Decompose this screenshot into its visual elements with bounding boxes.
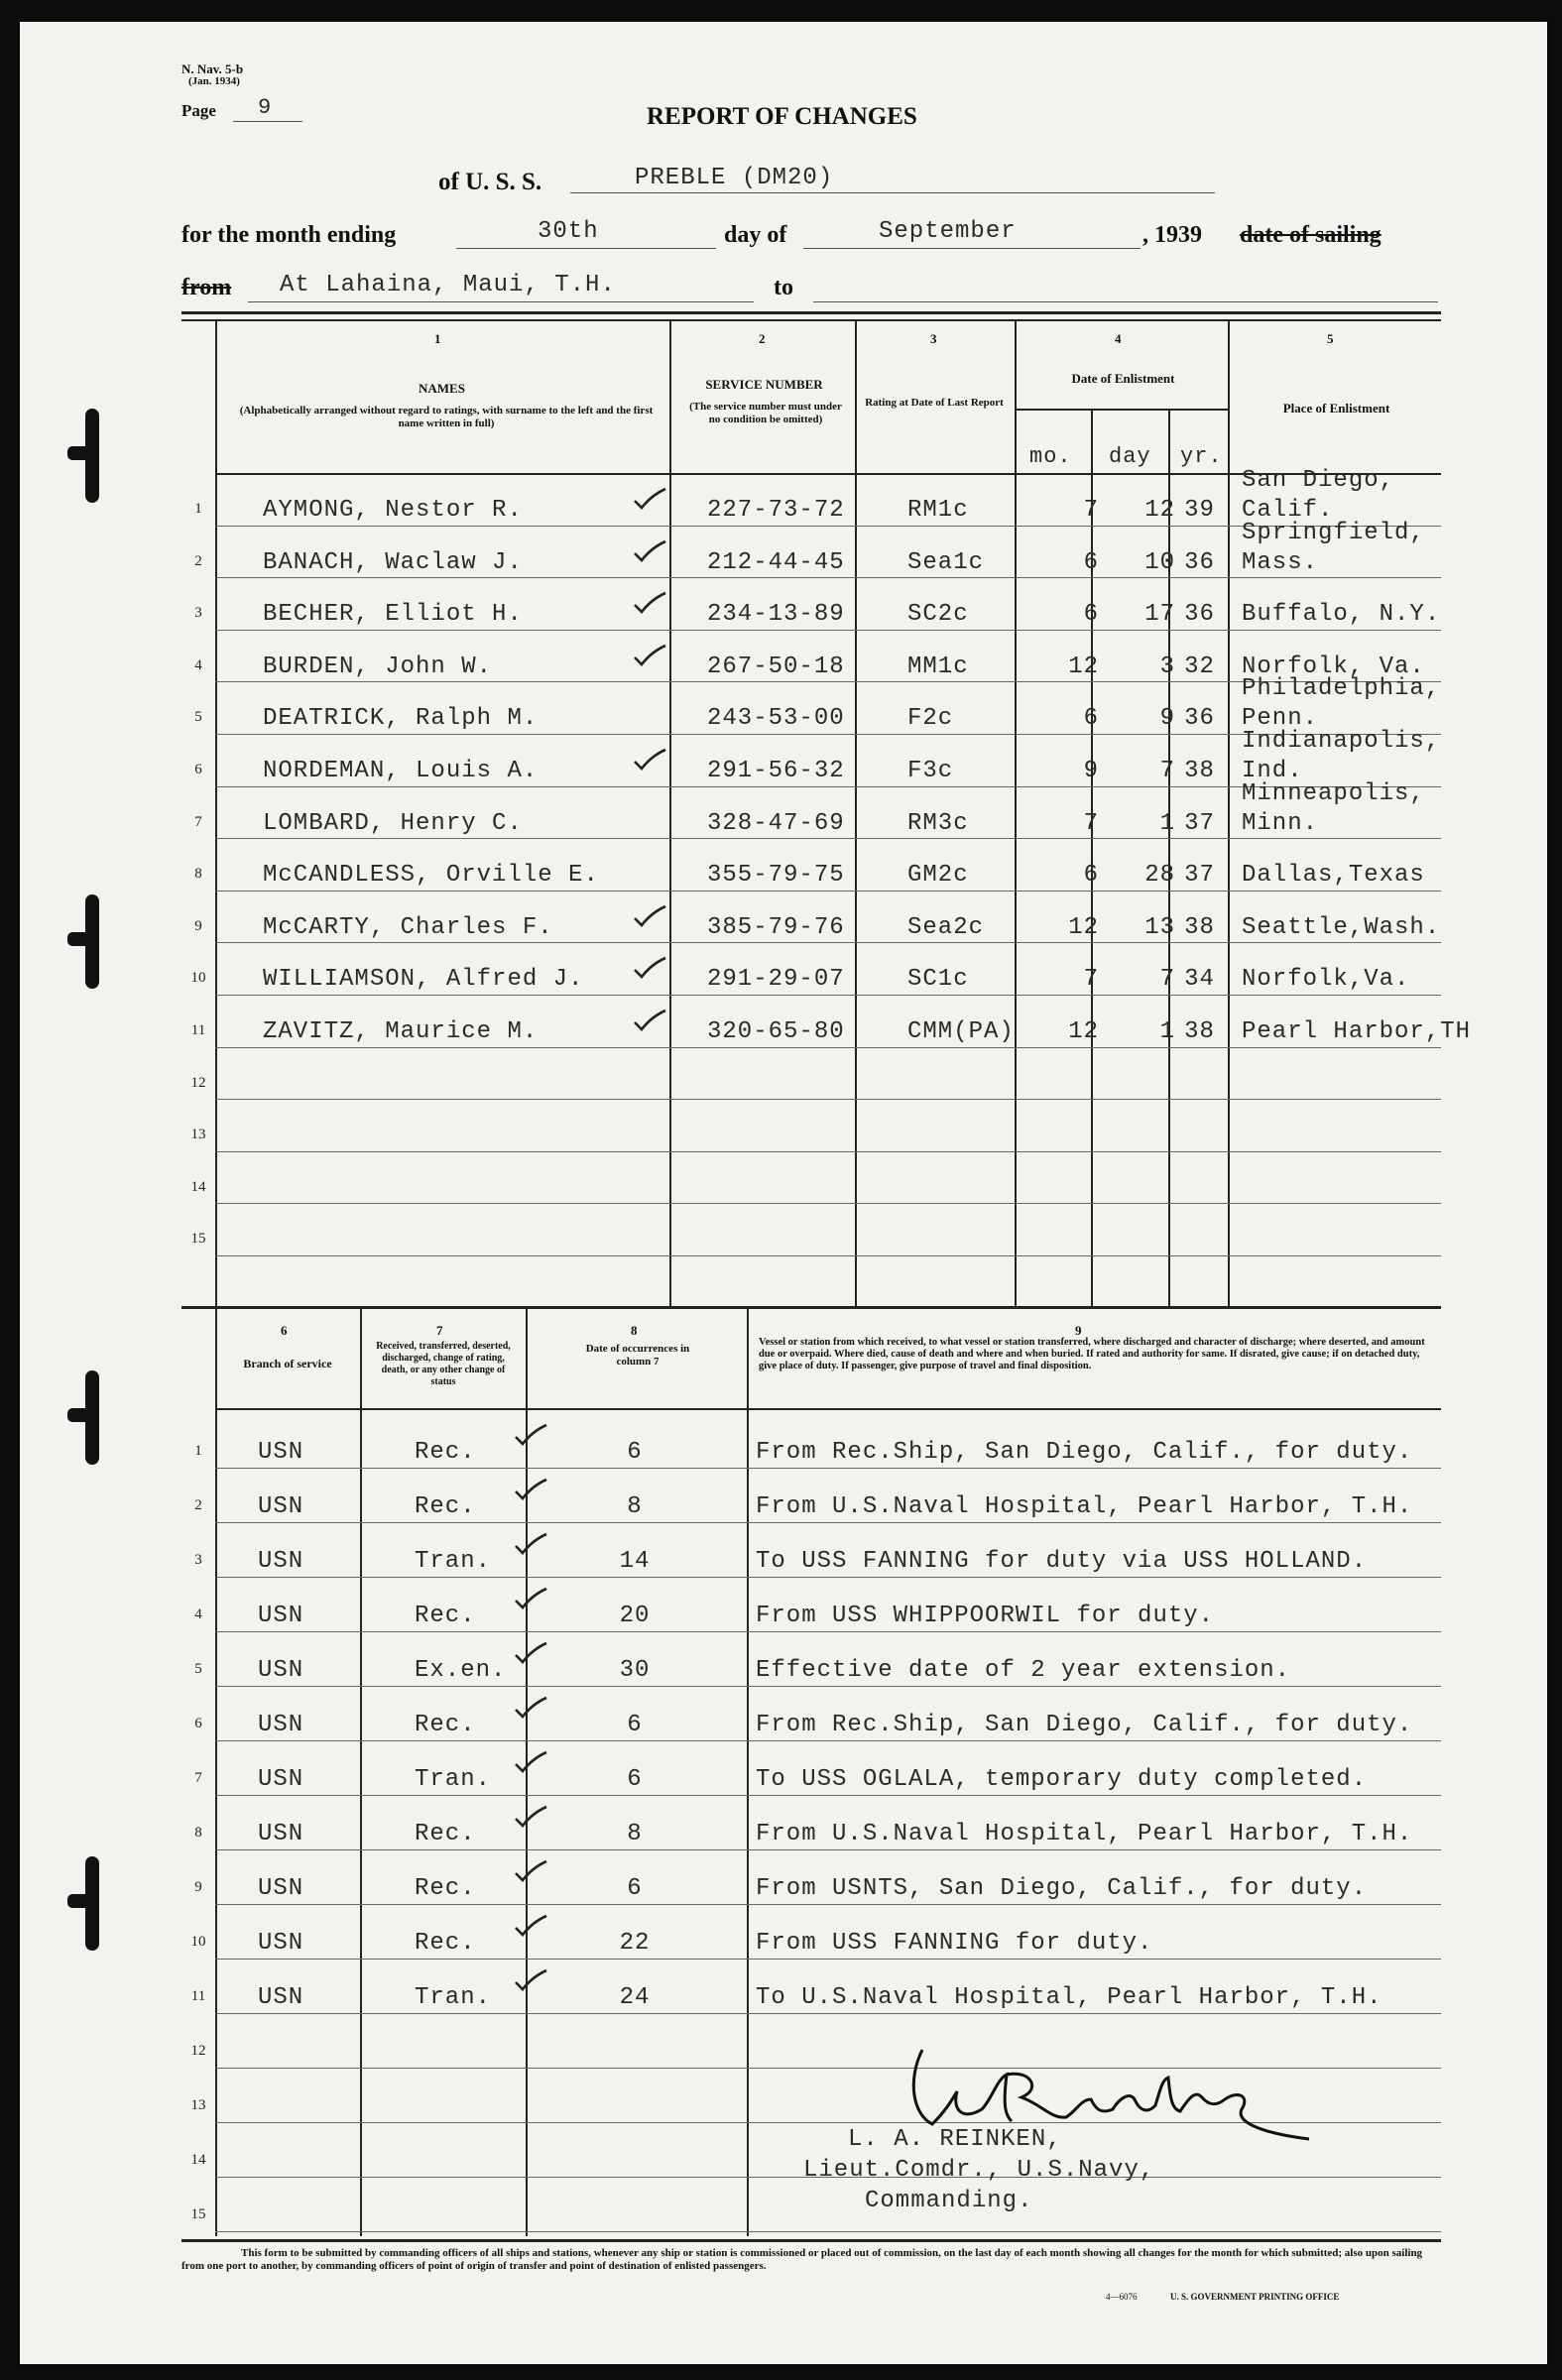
from-label: from bbox=[181, 275, 232, 300]
check-mark-icon bbox=[514, 1968, 547, 1992]
rating: F2c bbox=[907, 705, 954, 733]
check-mark-icon bbox=[514, 1532, 547, 1556]
sailor-name: LOMBARD, Henry C. bbox=[263, 809, 523, 837]
enlist-month: 6 bbox=[1083, 862, 1099, 890]
enlist-day: 7 bbox=[1159, 966, 1175, 994]
enlist-month: 6 bbox=[1083, 705, 1099, 733]
row-divider bbox=[215, 1577, 1441, 1578]
row-number: 14 bbox=[190, 2152, 206, 2168]
enlist-day: 13 bbox=[1144, 913, 1175, 941]
row-divider bbox=[215, 1959, 1441, 1960]
check-mark-icon bbox=[633, 904, 666, 928]
status-change: Rec. bbox=[415, 1821, 476, 1847]
sailor-name: ZAVITZ, Maurice M. bbox=[263, 1018, 539, 1045]
row-number: 15 bbox=[190, 2206, 206, 2222]
rating: F3c bbox=[907, 758, 954, 784]
col7-title: Received, transferred, deserted, discharged, change of rating, death, or any other change of status bbox=[376, 1341, 511, 1387]
page-label: Page bbox=[181, 101, 216, 120]
change-detail: From Rec.Ship, San Diego, Calif., for duty. bbox=[756, 1712, 1413, 1738]
sailor-name: BECHER, Elliot H. bbox=[263, 601, 523, 629]
col6-number: 6 bbox=[281, 1323, 288, 1338]
enlist-place-line2: Norfolk, Va. bbox=[1242, 653, 1425, 680]
row-divider bbox=[215, 1904, 1441, 1905]
binder-clip bbox=[67, 409, 105, 503]
enlist-year: 38 bbox=[1184, 1018, 1215, 1045]
row-divider bbox=[215, 1255, 1441, 1256]
enlist-month: 12 bbox=[1068, 913, 1099, 941]
row-number: 14 bbox=[190, 1178, 206, 1195]
col1-title: NAMES bbox=[419, 381, 465, 396]
sailor-name: McCARTY, Charles F. bbox=[263, 913, 553, 941]
row-number: 3 bbox=[194, 605, 202, 622]
branch-of-service: USN bbox=[258, 1821, 304, 1847]
from-value: At Lahaina, Maui, T.H. bbox=[280, 272, 616, 298]
occurrence-date: 6 bbox=[627, 1875, 643, 1902]
enlist-day: 28 bbox=[1144, 862, 1175, 890]
col4-mo: mo. bbox=[1029, 444, 1072, 469]
row-divider bbox=[215, 995, 1441, 996]
service-number: 291-56-32 bbox=[707, 758, 845, 784]
enlist-day: 1 bbox=[1159, 809, 1175, 837]
change-detail: To U.S.Naval Hospital, Pearl Harbor, T.H. bbox=[756, 1984, 1382, 2011]
col5-title: Place of Enlistment bbox=[1282, 401, 1390, 416]
enlist-month: 7 bbox=[1083, 497, 1099, 524]
col4-title: Date of Enlistment bbox=[1071, 371, 1175, 386]
row-number: 8 bbox=[194, 1825, 202, 1841]
enlist-year: 39 bbox=[1184, 497, 1215, 524]
enlist-month: 6 bbox=[1083, 548, 1099, 576]
row-number: 4 bbox=[194, 1606, 202, 1622]
enlist-day: 9 bbox=[1159, 705, 1175, 733]
enlist-place-line2: Minn. bbox=[1242, 809, 1319, 837]
branch-of-service: USN bbox=[258, 1603, 304, 1629]
enlist-month: 6 bbox=[1083, 601, 1099, 629]
branch-of-service: USN bbox=[258, 1439, 304, 1466]
col4-day: day bbox=[1109, 444, 1151, 469]
col2-title: SERVICE NUMBER bbox=[705, 377, 823, 392]
enlist-place-line2: Norfolk,Va. bbox=[1242, 966, 1410, 994]
occurrence-date: 24 bbox=[619, 1984, 651, 2011]
ship-name: PREBLE (DM20) bbox=[635, 165, 834, 191]
col9-number: 9 bbox=[1075, 1323, 1082, 1338]
check-mark-icon bbox=[633, 956, 666, 980]
change-detail: Effective date of 2 year extension. bbox=[756, 1657, 1291, 1684]
page-title: REPORT OF CHANGES bbox=[647, 103, 917, 130]
branch-of-service: USN bbox=[258, 1657, 304, 1684]
footer-instructions: This form to be submitted by commanding officers of all ships and stations, whenever any ship or station is commissioned or placed out of commission, on the last day of each month showing all changes for the month for which submitted; also upon sailing from one port to another, by commanding officers of point of origin of transfer and point of destination of enlisted passengers. bbox=[181, 2247, 1423, 2272]
check-mark-icon bbox=[514, 1805, 547, 1829]
branch-of-service: USN bbox=[258, 1493, 304, 1520]
row-number: 6 bbox=[194, 762, 202, 777]
enlist-year: 38 bbox=[1184, 758, 1215, 784]
col1-number: 1 bbox=[434, 331, 441, 346]
enlist-place-line1: Philadelphia, bbox=[1242, 675, 1441, 703]
enlist-place-line1: Minneapolis, bbox=[1242, 779, 1425, 807]
check-mark-icon bbox=[514, 1914, 547, 1938]
change-detail: From Rec.Ship, San Diego, Calif., for duty. bbox=[756, 1439, 1413, 1466]
row-number: 2 bbox=[194, 552, 202, 569]
rating: RM1c bbox=[907, 497, 969, 524]
check-mark-icon bbox=[514, 1423, 547, 1447]
branch-of-service: USN bbox=[258, 1712, 304, 1738]
check-mark-icon bbox=[514, 1859, 547, 1883]
occurrence-date: 22 bbox=[619, 1930, 651, 1957]
service-number: 291-29-07 bbox=[707, 966, 845, 994]
enlist-year: 38 bbox=[1184, 913, 1215, 941]
occurrence-date: 30 bbox=[619, 1657, 651, 1684]
enlist-day: 3 bbox=[1159, 653, 1175, 680]
row-divider bbox=[215, 1631, 1441, 1632]
check-mark-icon bbox=[633, 644, 666, 667]
enlist-year: 36 bbox=[1184, 548, 1215, 576]
col4-yr: yr. bbox=[1180, 444, 1223, 469]
status-change: Rec. bbox=[415, 1493, 476, 1520]
row-number: 1 bbox=[194, 1443, 202, 1459]
row-number: 2 bbox=[194, 1497, 202, 1513]
row-number: 8 bbox=[194, 866, 202, 883]
branch-of-service: USN bbox=[258, 1548, 304, 1575]
footer-printer: U. S. GOVERNMENT PRINTING OFFICE bbox=[1170, 2292, 1340, 2302]
col4-number: 4 bbox=[1115, 331, 1122, 346]
enlist-month: 7 bbox=[1083, 809, 1099, 837]
row-number: 7 bbox=[194, 1770, 202, 1786]
col1-note: (Alphabetically arranged without regard to ratings, with surname to the left and the first name written in full) bbox=[239, 405, 654, 429]
to-label: to bbox=[774, 275, 793, 300]
sailor-name: McCANDLESS, Orville E. bbox=[263, 862, 599, 890]
row-number: 3 bbox=[194, 1552, 202, 1568]
enlist-month: 12 bbox=[1068, 653, 1099, 680]
check-mark-icon bbox=[633, 487, 666, 511]
status-change: Rec. bbox=[415, 1875, 476, 1902]
row-divider bbox=[215, 838, 1441, 839]
binder-clip bbox=[67, 1370, 105, 1465]
row-number: 11 bbox=[190, 1022, 206, 1038]
row-divider bbox=[215, 1795, 1441, 1796]
change-detail: From U.S.Naval Hospital, Pearl Harbor, T.H. bbox=[756, 1821, 1413, 1847]
service-number: 267-50-18 bbox=[707, 653, 845, 680]
enlist-place-line2: Calif. bbox=[1242, 497, 1334, 524]
enlist-day: 1 bbox=[1159, 1018, 1175, 1045]
page-number: 9 bbox=[258, 95, 273, 120]
row-divider bbox=[215, 942, 1441, 943]
enlist-month: 9 bbox=[1083, 758, 1099, 784]
row-number: 15 bbox=[190, 1231, 206, 1248]
enlist-year: 36 bbox=[1184, 705, 1215, 733]
row-divider bbox=[215, 1151, 1441, 1152]
row-number: 1 bbox=[194, 501, 202, 517]
occurrence-date: 6 bbox=[627, 1712, 643, 1738]
sailor-name: DEATRICK, Ralph M. bbox=[263, 705, 539, 733]
enlist-year: 36 bbox=[1184, 601, 1215, 629]
occurrence-date: 6 bbox=[627, 1766, 643, 1793]
check-mark-icon bbox=[514, 1587, 547, 1610]
row-number: 7 bbox=[194, 813, 202, 830]
rating: MM1c bbox=[907, 653, 969, 680]
document-page bbox=[20, 22, 1547, 2364]
col6-title: Branch of service bbox=[243, 1357, 332, 1370]
enlist-year: 34 bbox=[1184, 966, 1215, 994]
signer-rank: Lieut.Comdr., U.S.Navy, bbox=[803, 2157, 1155, 2184]
year-value: , 1939 bbox=[1142, 222, 1202, 248]
sailor-name: NORDEMAN, Louis A. bbox=[263, 758, 539, 784]
row-number: 9 bbox=[194, 1879, 202, 1895]
row-divider bbox=[215, 1522, 1441, 1523]
check-mark-icon bbox=[633, 539, 666, 563]
row-divider bbox=[215, 891, 1441, 892]
check-mark-icon bbox=[633, 591, 666, 615]
month-label: for the month ending bbox=[181, 222, 397, 248]
col2-note: (The service number must under no condition be omitted) bbox=[689, 401, 842, 425]
row-divider bbox=[215, 630, 1441, 631]
rating: SC2c bbox=[907, 601, 969, 629]
col3-number: 3 bbox=[930, 331, 937, 346]
branch-of-service: USN bbox=[258, 1766, 304, 1793]
rating: GM2c bbox=[907, 862, 969, 890]
occurrence-date: 8 bbox=[627, 1493, 643, 1520]
row-divider bbox=[215, 1047, 1441, 1048]
row-divider bbox=[215, 2231, 1441, 2232]
enlist-month: 7 bbox=[1083, 966, 1099, 994]
rating: CMM(PA) bbox=[907, 1018, 1015, 1045]
enlist-place-line2: Mass. bbox=[1242, 548, 1319, 576]
row-divider bbox=[215, 2013, 1441, 2014]
enlist-place-line1: Indianapolis, bbox=[1242, 728, 1441, 755]
status-change: Rec. bbox=[415, 1439, 476, 1466]
day-of-label: day of bbox=[724, 222, 787, 248]
row-number: 5 bbox=[194, 709, 202, 726]
row-number: 12 bbox=[190, 2043, 206, 2059]
row-number: 13 bbox=[190, 1127, 206, 1143]
enlist-place-line1: Springfield, bbox=[1242, 519, 1425, 546]
change-detail: To USS FANNING for duty via USS HOLLAND. bbox=[756, 1548, 1368, 1575]
row-number: 11 bbox=[190, 1988, 206, 2004]
occurrence-date: 6 bbox=[627, 1439, 643, 1466]
uss-label: of U. S. S. bbox=[438, 169, 542, 195]
month-value: September bbox=[879, 218, 1017, 245]
enlist-place-line1: San Diego, bbox=[1242, 467, 1395, 494]
col7-number: 7 bbox=[436, 1323, 443, 1338]
enlist-place-line2: Ind. bbox=[1242, 758, 1303, 784]
sailing-label: date of sailing bbox=[1240, 222, 1382, 248]
service-number: 328-47-69 bbox=[707, 809, 845, 837]
service-number: 227-73-72 bbox=[707, 497, 845, 524]
row-divider bbox=[215, 1740, 1441, 1741]
enlist-year: 32 bbox=[1184, 653, 1215, 680]
row-number: 6 bbox=[194, 1716, 202, 1731]
enlist-day: 10 bbox=[1144, 548, 1175, 576]
status-change: Rec. bbox=[415, 1712, 476, 1738]
col3-title: Rating at Date of Last Report bbox=[865, 397, 1004, 409]
change-detail: To USS OGLALA, temporary duty completed. bbox=[756, 1766, 1368, 1793]
sailor-name: BURDEN, John W. bbox=[263, 653, 493, 680]
col2-number: 2 bbox=[759, 331, 766, 346]
service-number: 355-79-75 bbox=[707, 862, 845, 890]
row-divider bbox=[215, 1099, 1441, 1100]
branch-of-service: USN bbox=[258, 1875, 304, 1902]
binder-clip bbox=[67, 894, 105, 989]
signer-name: L. A. REINKEN, bbox=[848, 2126, 1062, 2153]
form-number: N. Nav. 5-b bbox=[181, 61, 244, 76]
service-number: 385-79-76 bbox=[707, 913, 845, 941]
check-mark-icon bbox=[633, 748, 666, 772]
enlist-day: 7 bbox=[1159, 758, 1175, 784]
row-divider bbox=[215, 1686, 1441, 1687]
row-number: 4 bbox=[194, 656, 202, 673]
row-number: 10 bbox=[190, 970, 206, 987]
row-number: 9 bbox=[194, 917, 202, 934]
change-detail: From USS FANNING for duty. bbox=[756, 1930, 1153, 1957]
enlist-day: 17 bbox=[1144, 601, 1175, 629]
check-mark-icon bbox=[514, 1750, 547, 1774]
service-number: 320-65-80 bbox=[707, 1018, 845, 1045]
row-divider bbox=[215, 1849, 1441, 1850]
check-mark-icon bbox=[633, 1009, 666, 1032]
sailor-name: WILLIAMSON, Alfred J. bbox=[263, 966, 584, 994]
change-detail: From USS WHIPPOORWIL for duty. bbox=[756, 1603, 1215, 1629]
service-number: 212-44-45 bbox=[707, 548, 845, 576]
footer-code: 4—6076 bbox=[1106, 2292, 1138, 2302]
enlist-month: 12 bbox=[1068, 1018, 1099, 1045]
enlist-place-line2: Buffalo, N.Y. bbox=[1242, 601, 1441, 629]
check-mark-icon bbox=[514, 1478, 547, 1501]
row-divider bbox=[215, 577, 1441, 578]
occurrence-date: 8 bbox=[627, 1821, 643, 1847]
check-mark-icon bbox=[514, 1696, 547, 1720]
enlist-day: 12 bbox=[1144, 497, 1175, 524]
status-change: Rec. bbox=[415, 1603, 476, 1629]
status-change: Tran. bbox=[415, 1984, 492, 2011]
row-divider bbox=[215, 1203, 1441, 1204]
col5-number: 5 bbox=[1327, 331, 1334, 346]
service-number: 243-53-00 bbox=[707, 705, 845, 733]
occurrence-date: 20 bbox=[619, 1603, 651, 1629]
occurrence-date: 14 bbox=[619, 1548, 651, 1575]
status-change: Ex.en. bbox=[415, 1657, 507, 1684]
change-detail: From U.S.Naval Hospital, Pearl Harbor, T.H. bbox=[756, 1493, 1413, 1520]
row-number: 13 bbox=[190, 2097, 206, 2113]
enlist-year: 37 bbox=[1184, 809, 1215, 837]
signer-role: Commanding. bbox=[865, 2188, 1033, 2214]
col8-number: 8 bbox=[631, 1323, 638, 1338]
binder-clip bbox=[67, 1856, 105, 1951]
sailor-name: AYMONG, Nestor R. bbox=[263, 497, 523, 524]
enlist-place-line2: Dallas,Texas bbox=[1242, 862, 1425, 890]
enlist-place-line2: Penn. bbox=[1242, 705, 1319, 733]
rating: Sea2c bbox=[907, 913, 985, 941]
form-date: (Jan. 1934) bbox=[188, 75, 240, 87]
status-change: Tran. bbox=[415, 1548, 492, 1575]
check-mark-icon bbox=[514, 1641, 547, 1665]
row-number: 10 bbox=[190, 1934, 206, 1950]
rating: SC1c bbox=[907, 966, 969, 994]
service-number: 234-13-89 bbox=[707, 601, 845, 629]
row-number: 5 bbox=[194, 1661, 202, 1677]
row-divider bbox=[215, 1468, 1441, 1469]
enlist-place-line2: Pearl Harbor,TH bbox=[1242, 1018, 1472, 1045]
sailor-name: BANACH, Waclaw J. bbox=[263, 548, 523, 576]
col8-title: Date of occurrences in column 7 bbox=[585, 1343, 690, 1368]
change-detail: From USNTS, San Diego, Calif., for duty. bbox=[756, 1875, 1368, 1902]
status-change: Rec. bbox=[415, 1930, 476, 1957]
row-number: 12 bbox=[190, 1074, 206, 1091]
branch-of-service: USN bbox=[258, 1930, 304, 1957]
enlist-place-line2: Seattle,Wash. bbox=[1242, 913, 1441, 941]
rating: Sea1c bbox=[907, 548, 985, 576]
branch-of-service: USN bbox=[258, 1984, 304, 2011]
status-change: Tran. bbox=[415, 1766, 492, 1793]
col9-title: Vessel or station from which received, to what vessel or station transferred, where discharged and character of discharge; where deserted, and amount due or overpaid. Where died, cause of death and where and when buried. If rated and authority for same. If disrated, give cause; if on detached duty, give place of duty. If passenger, give purpose of travel and final disposition. bbox=[759, 1337, 1425, 1371]
rating: RM3c bbox=[907, 809, 969, 837]
enlist-year: 37 bbox=[1184, 862, 1215, 890]
day-value: 30th bbox=[538, 218, 599, 245]
